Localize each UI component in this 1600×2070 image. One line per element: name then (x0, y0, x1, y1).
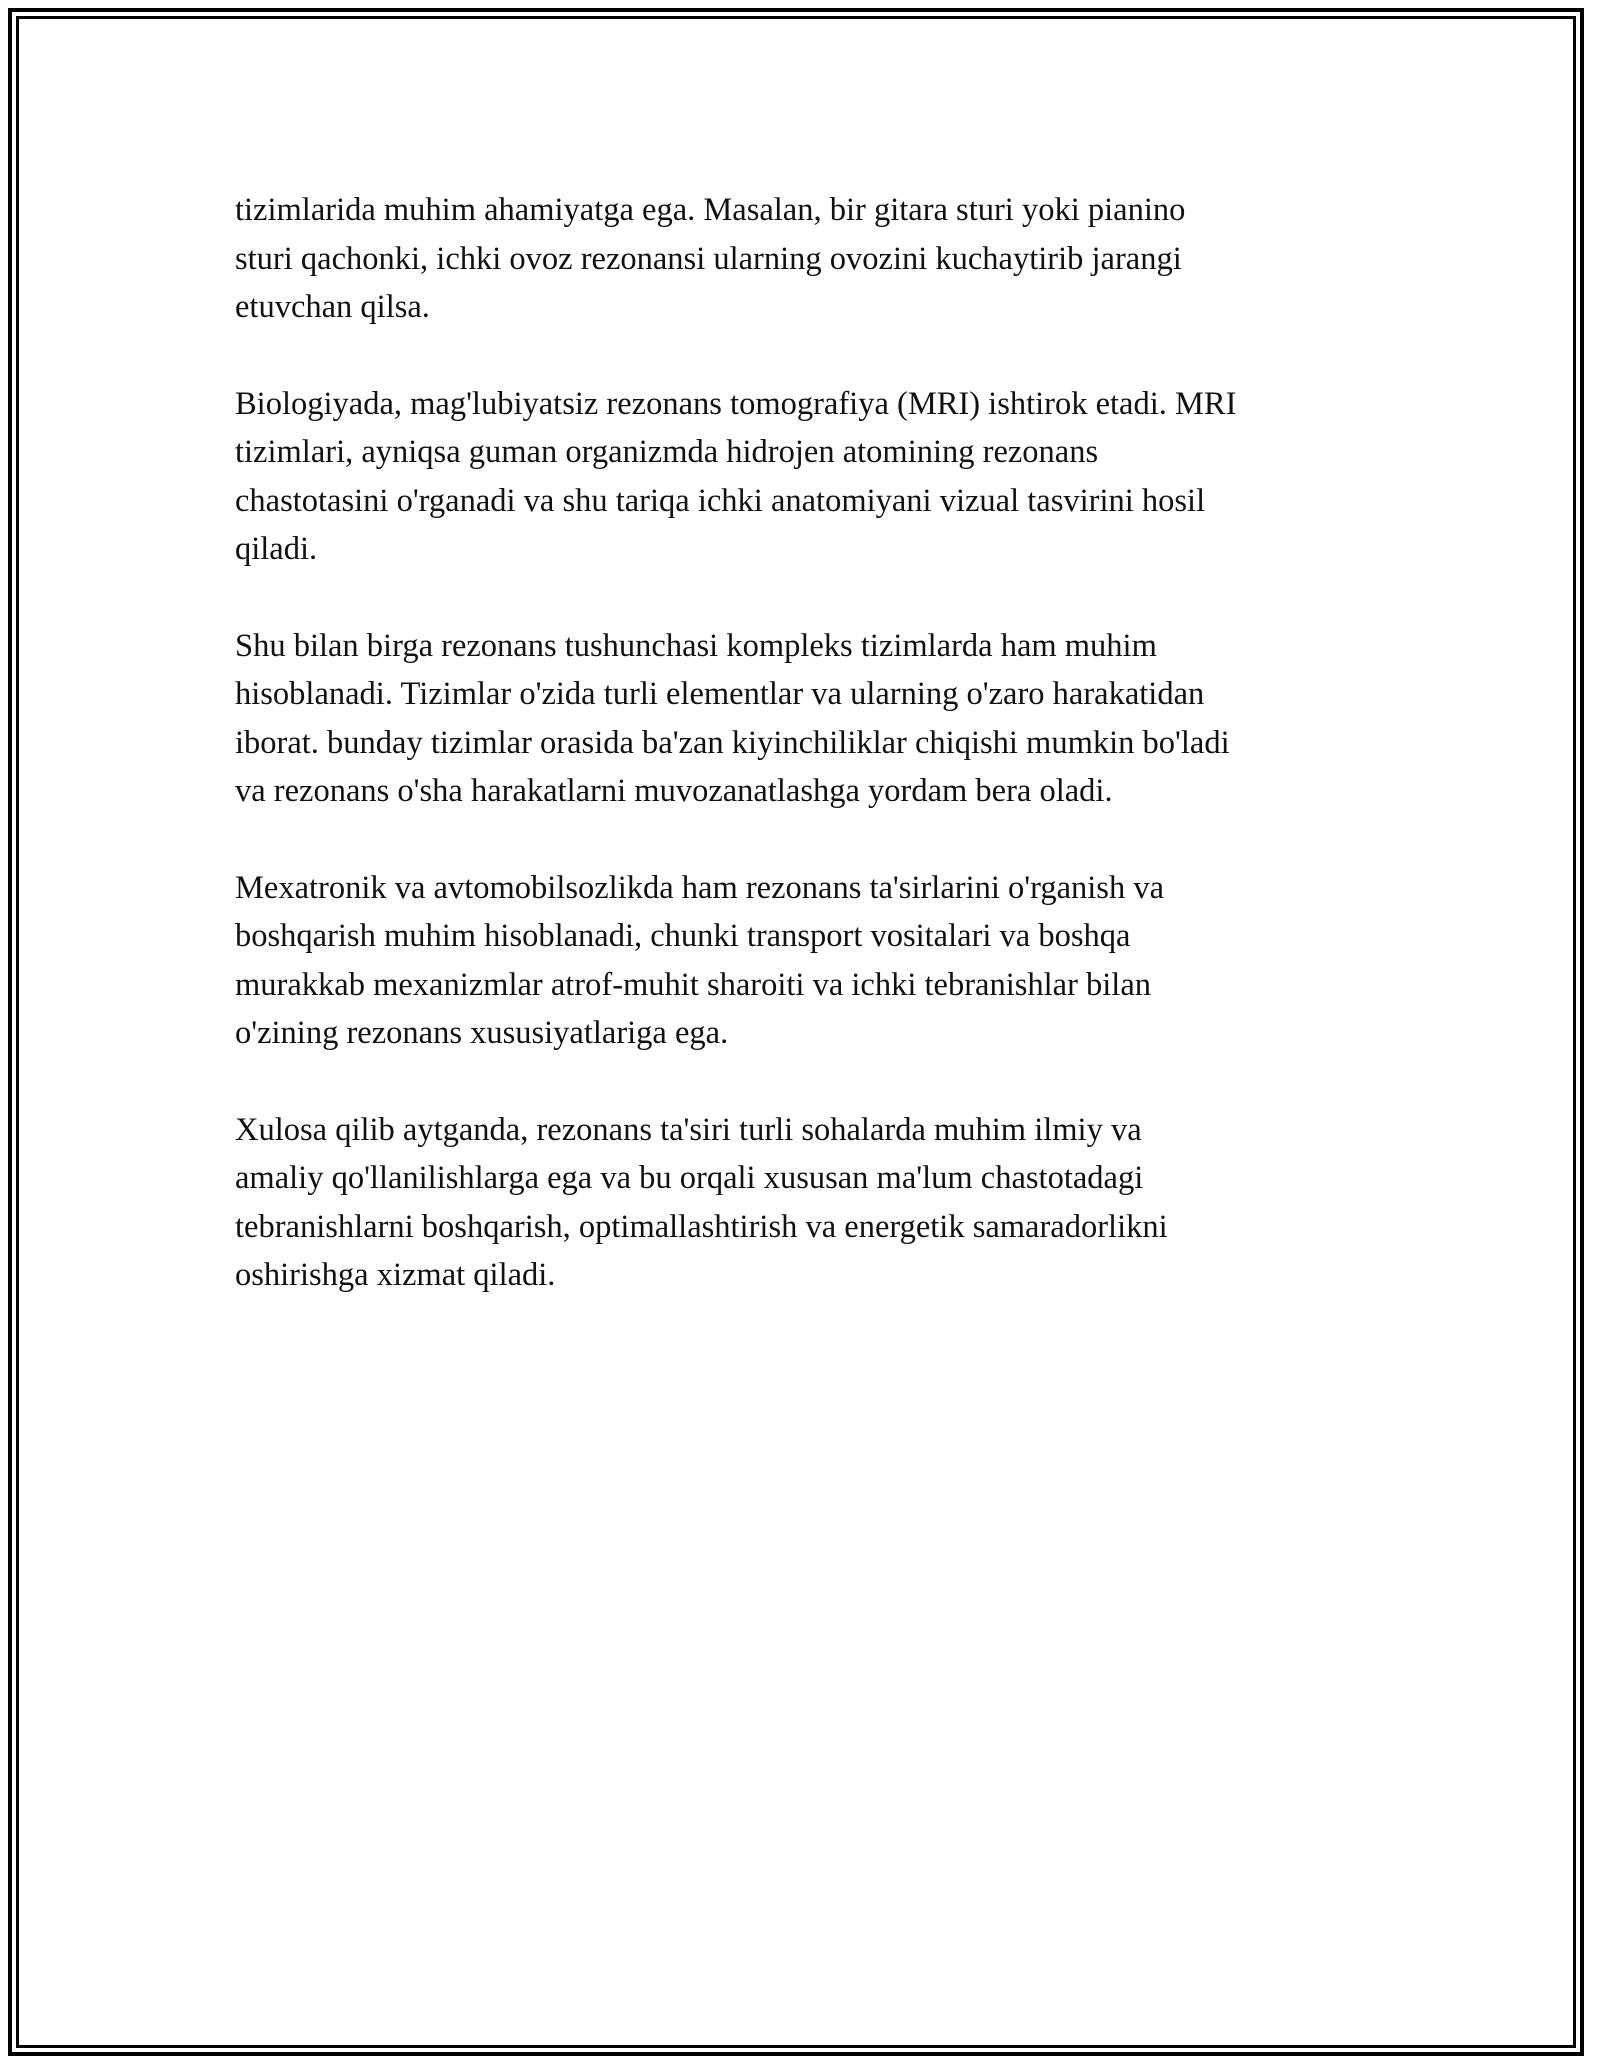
text-line: tebranishlarni boshqarish, optimallashtirish va energetik samaradorlikni (235, 1208, 1168, 1245)
text-line: amaliy qo'llanilishlarga ega va bu orqali xususan ma'lum chastotadagi (235, 1160, 1144, 1196)
text-line: boshqarish muhim hisoblanadi, chunki transport vositalari va boshqa (235, 918, 1131, 954)
text-line: Biologiyada, mag'lubiyatsiz rezonans tomografiya (MRI) ishtirok etadi. MRI (235, 385, 1237, 422)
text-line: tizimlarida muhim ahamiyatga ega. Masalan, bir gitara sturi yoki pianino (235, 192, 1186, 228)
text-line: murakkab mexanizmlar atrof-muhit sharoiti va ichki tebranishlar bilan (235, 966, 1152, 1003)
text-line: Mexatronik va avtomobilsozlikda ham rezonans ta'sirlarini o'rganish va (235, 869, 1164, 906)
text-line: iborat. bunday tizimlar orasida ba'zan kiyinchiliklar chiqishi mumkin bo'ladi (235, 724, 1230, 761)
document-body (235, 186, 1375, 1348)
paragraph-4 (235, 864, 1375, 1058)
text-line: tizimlari, ayniqsa guman organizmda hidrojen atomining rezonans (235, 434, 1099, 470)
text-line: Shu bilan birga rezonans tushunchasi kompleks tizimlarda ham muhim (235, 627, 1157, 664)
text-line: sturi qachonki, ichki ovoz rezonansi ularning ovozini kuchaytirib jarangi (235, 240, 1182, 277)
text-line: o'zining rezonans xususiyatlariga ega. (235, 1015, 729, 1051)
text-line: va rezonans o'sha harakatlarni muvozanatlashga yordam bera oladi. (235, 773, 1113, 809)
text-line: Xulosa qilib aytganda, rezonans ta'siri turli sohalarda muhim ilmiy va (235, 1111, 1142, 1148)
paragraph-2 (235, 380, 1375, 574)
paragraph-1 (235, 186, 1375, 332)
text-line: hisoblanadi. Tizimlar o'zida turli elementlar va ularning o'zaro harakatidan (235, 676, 1205, 712)
text-line: etuvchan qilsa. (235, 289, 430, 325)
paragraph-5 (235, 1106, 1375, 1300)
text-line: oshirishga xizmat qiladi. (235, 1257, 556, 1293)
paragraph-3 (235, 622, 1375, 816)
text-line: qiladi. (235, 531, 318, 567)
text-line: chastotasini o'rganadi va shu tariqa ichki anatomiyani vizual tasvirini hosil (235, 482, 1206, 519)
